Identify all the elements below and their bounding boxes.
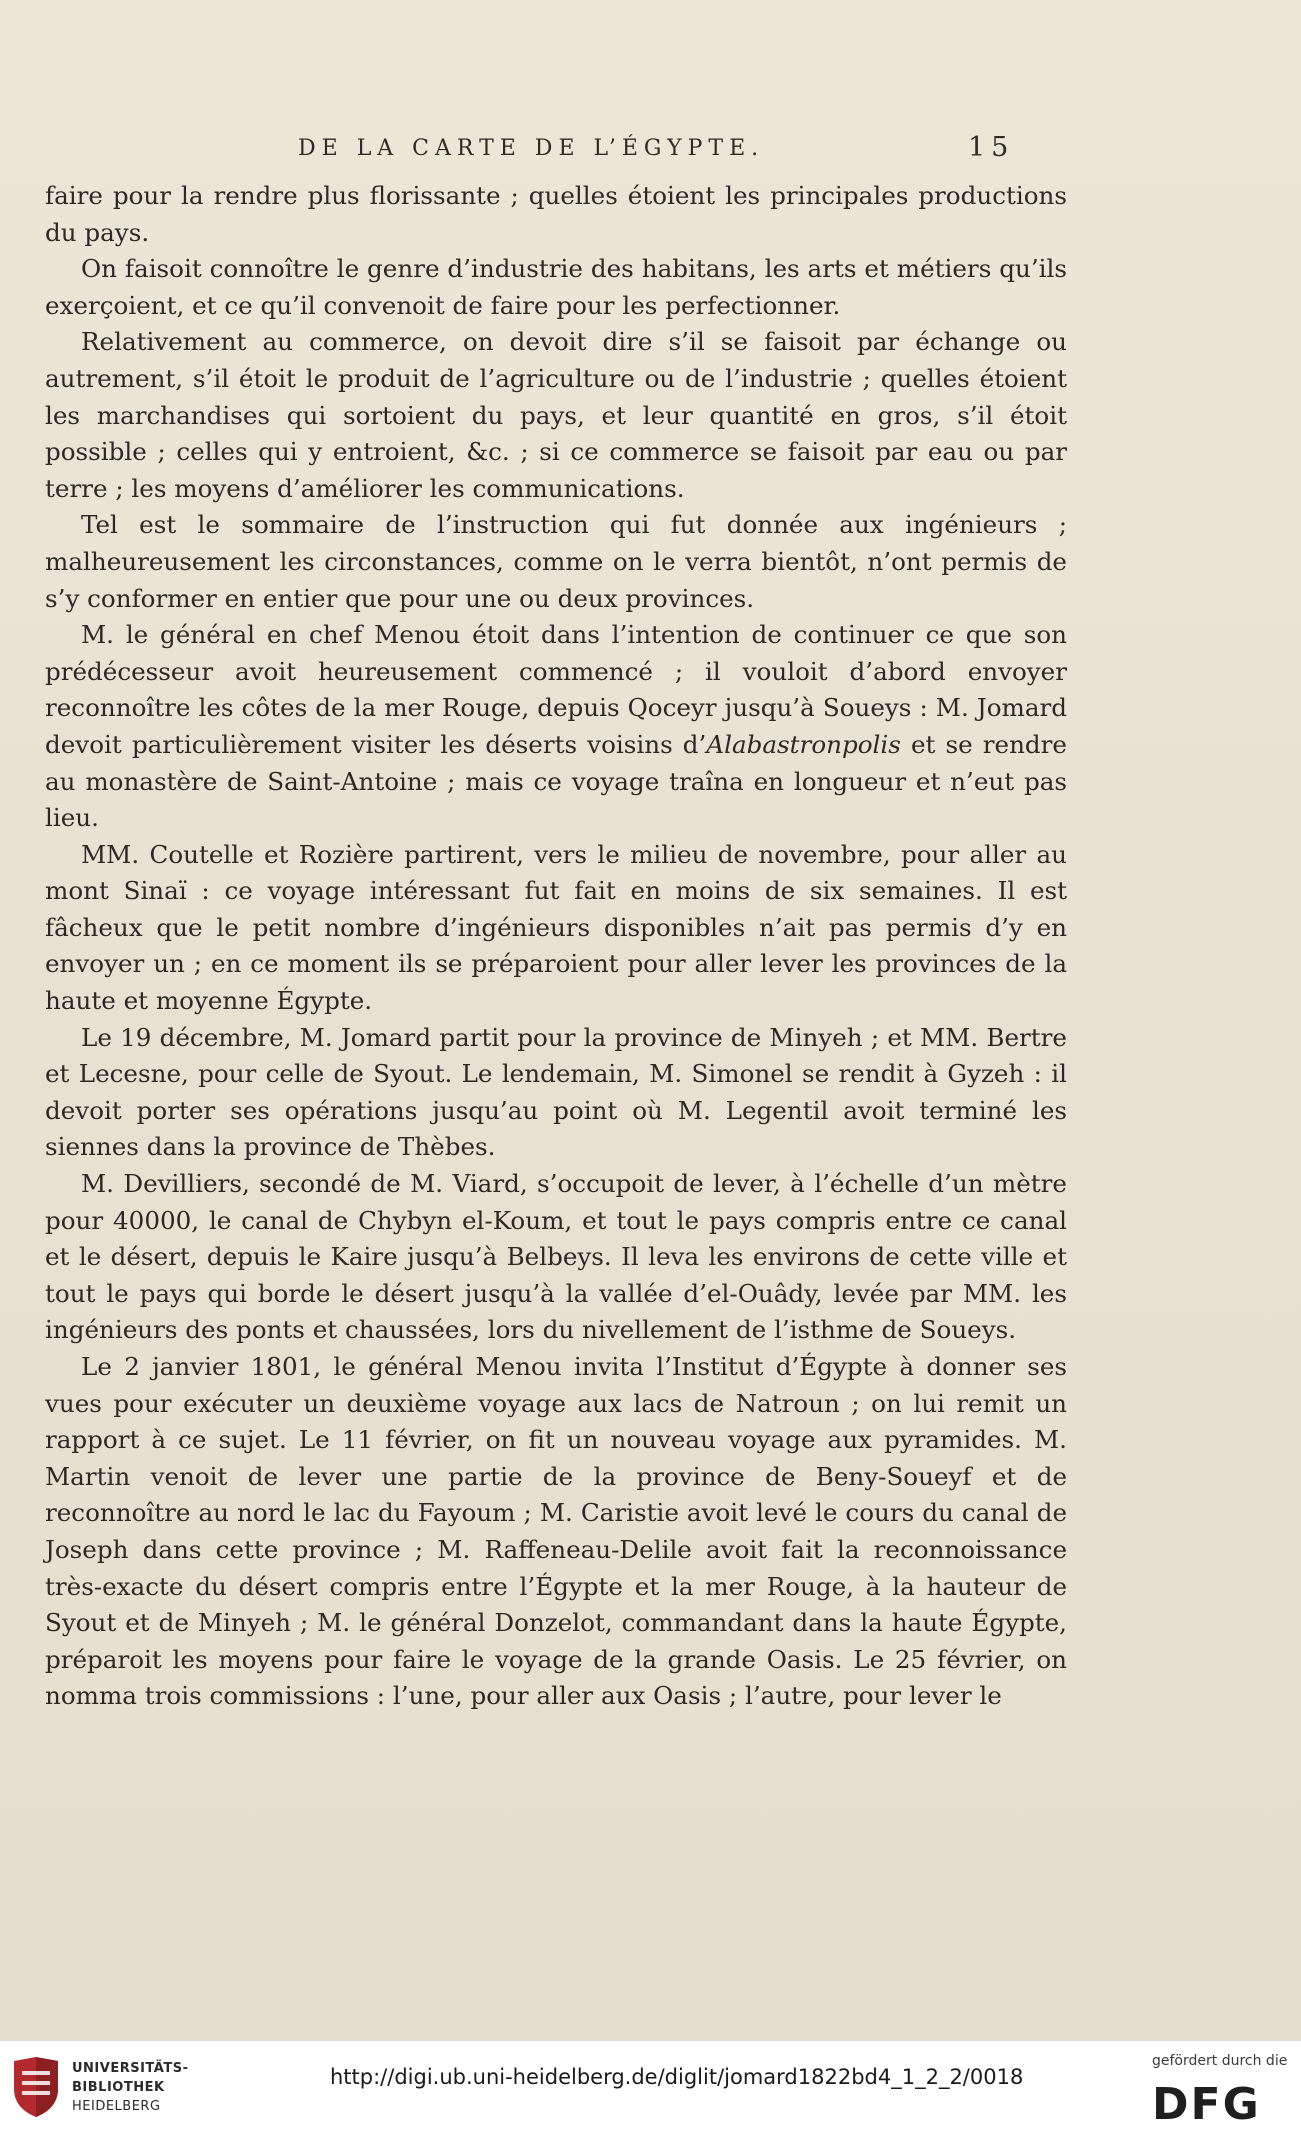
paragraph-1: faire pour la rendre plus florissante ; quelles étoient les principales productions du pays. — [45, 181, 1067, 247]
library-name-line-2: BIBLIOTHEK — [72, 2080, 165, 2095]
paragraph-5 — [45, 617, 1067, 837]
paragraph-5-text-start: M. le général en chef Menou étoit dans l’intention de continuer ce que son prédécesseur avoit heureusement commencé ; il vouloit d’abord envoyer reconnoître les côtes de la mer Rouge, depuis Qoceyr jusqu’à Soueys : M. Jomard devoit particulièrement visiter les déserts voisins d’ — [45, 620, 1067, 759]
library-name — [72, 2059, 188, 2116]
paragraph-4: Tel est le sommaire de l’instruction qui fut donnée aux ingénieurs ; malheureusement les circonstances, comme on le verra bientôt, n’ont permis de s’y conformer en entier que pour une ou deux provinces. — [45, 510, 1067, 613]
paragraph-3: Relativement au commerce, on devoit dire s’il se faisoit par échange ou autrement, s’il étoit le produit de l’agriculture ou de l’industrie ; quelles étoient les marchandises qui sortoient du pays, et leur quantité en gros, s’il étoit possible ; celles qui y entroient, &c. ; si ce commerce se faisoit par eau ou par terre ; les moyens d’améliorer les communications. — [45, 327, 1067, 503]
dfg-logo-icon — [1150, 2079, 1288, 2125]
library-name-line-3: HEIDELBERG — [72, 2099, 161, 2114]
paragraph-8: M. Devilliers, secondé de M. Viard, s’occupoit de lever, à l’échelle d’un mètre pour 40000, le canal de Chybyn el-Koum, et tout le pays compris entre ce canal et le désert, depuis le Kaire jusqu’à Belbeys. Il leva les environs de cette ville et tout le pays qui borde le désert jusqu’à la vallée d’el-Ouâdy, levée par MM. les ingénieurs des ponts et chaussées, lors du nivellement de l’isthme de Soueys. — [45, 1169, 1067, 1345]
funded-by-label: gefördert durch die — [1152, 2053, 1288, 2069]
paragraph-7: Le 19 décembre, M. Jomard partit pour la province de Minyeh ; et MM. Bertre et Lecesne, pour celle de Syout. Le lendemain, M. Simonel se rendit à Gyzeh : il devoit porter ses opérations jusqu’au point où M. Legentil avoit terminé les siennes dans la province de Thèbes. — [45, 1022, 1067, 1162]
page-number: 15 — [968, 132, 1015, 163]
dfg-logo-text: DFG — [1152, 2079, 1261, 2125]
running-head — [0, 128, 1301, 168]
university-library-logo-icon — [12, 2055, 60, 2119]
paragraph-5-text-end: et se rendre au monastère de Saint-Antoine ; mais ce voyage traîna en longueur et n’eut pas lieu. — [45, 729, 1067, 833]
permalink-url[interactable]: http://digi.ub.uni-heidelberg.de/diglit/jomard1822bd4_1_2_2/0018 — [330, 2065, 1024, 2089]
place-name-italic: Alabastronpolis — [706, 729, 901, 759]
running-title: DE LA CARTE DE L’ÉGYPTE. — [298, 136, 765, 161]
library-name-line-1: UNIVERSITÄTS- — [72, 2061, 189, 2076]
body-text — [45, 178, 1067, 1715]
digitization-footer — [0, 2040, 1301, 2134]
paragraph-9: Le 2 janvier 1801, le général Menou invita l’Institut d’Égypte à donner ses vues pour exécuter un deuxième voyage aux lacs de Natroun ; on lui remit un rapport à ce sujet. Le 11 février, on fit un nouveau voyage aux pyramides. M. Martin venoit de lever une partie de la province de Beny-Soueyf et de reconnoître au nord le lac du Fayoum ; M. Caristie avoit levé le cours du canal de Joseph dans cette province ; M. Raffeneau-Delile avoit fait la reconnoissance très-exacte du désert compris entre l’Égypte et la mer Rouge, à la hauteur de Syout et de Minyeh ; M. le général Donzelot, commandant dans la haute Égypte, préparoit les moyens pour faire le voyage de la grande Oasis. Le 25 février, on nomma trois commissions : l’une, pour aller aux Oasis ; l’autre, pour lever le — [45, 1352, 1067, 1711]
paragraph-2: On faisoit connoître le genre d’industrie des habitans, les arts et métiers qu’ils exerçoient, et ce qu’il convenoit de faire pour les perfectionner. — [45, 254, 1067, 320]
paragraph-6: MM. Coutelle et Rozière partirent, vers le milieu de novembre, pour aller au mont Sinaï : ce voyage intéressant fut fait en moins de six semaines. Il est fâcheux que le petit nombre d’ingénieurs disponibles n’ait pas permis d’y en envoyer un ; en ce moment ils se préparoient pour aller lever les provinces de la haute et moyenne Égypte. — [45, 839, 1067, 1016]
